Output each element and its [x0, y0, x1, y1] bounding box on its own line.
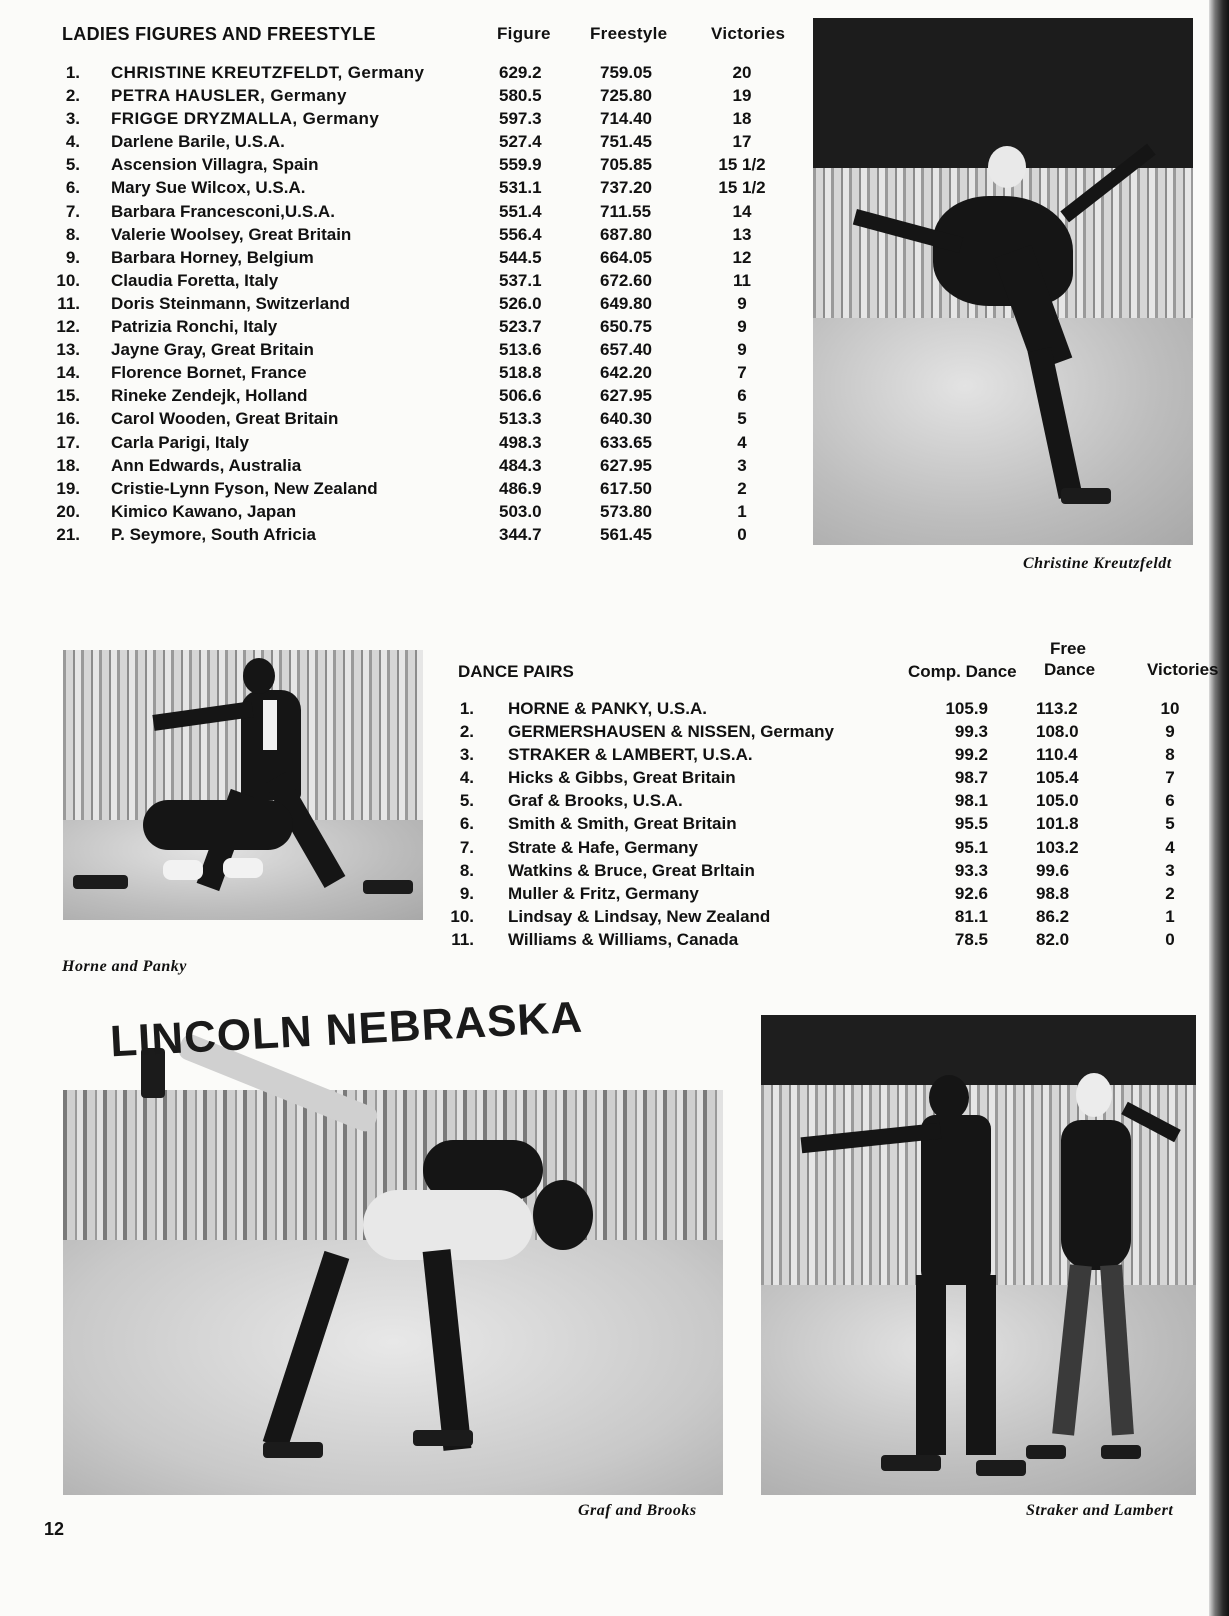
- dance-cell-name: Graf & Brooks, U.S.A.: [508, 791, 683, 811]
- ladies-cell-rank: 21.: [56, 524, 80, 544]
- ladies-cell-victories: 13: [732, 224, 752, 244]
- ladies-cell-rank: 13.: [56, 340, 80, 360]
- dance-cell-victories: 10: [1160, 699, 1180, 718]
- ladies-cell-rank: 10.: [56, 270, 80, 290]
- ladies-cell-figure: 498.3: [499, 432, 542, 452]
- ladies-cell-name: Jayne Gray, Great Britain: [111, 340, 314, 360]
- ladies-table-row: [0, 132, 800, 155]
- dance-cell-free: 103.2: [1036, 837, 1079, 857]
- ladies-table-row: [0, 502, 800, 525]
- dance-header-free-line2: Dance: [1044, 660, 1096, 679]
- dance-cell-free: 108.0: [1036, 722, 1079, 742]
- ladies-cell-freestyle: 642.20: [600, 363, 652, 383]
- dance-cell-name: Strate & Hafe, Germany: [508, 837, 698, 857]
- arena-banner: LINCOLN NEBRASKA: [109, 992, 585, 1067]
- ladies-cell-rank: 3.: [65, 109, 80, 129]
- ladies-cell-figure: 544.5: [499, 247, 542, 267]
- dance-cell-rank: 5.: [459, 791, 474, 811]
- ladies-cell-freestyle: 687.80: [600, 224, 652, 244]
- ladies-cell-figure: 527.4: [499, 132, 542, 152]
- dance-cell-comp: 95.5: [954, 814, 988, 834]
- ladies-header-victories: Victories: [711, 24, 786, 43]
- ladies-cell-rank: 14.: [56, 363, 80, 383]
- ladies-cell-name: Valerie Woolsey, Great Britain: [111, 224, 352, 244]
- ladies-table-row: [0, 456, 800, 479]
- ladies-cell-rank: 17.: [56, 432, 80, 452]
- dance-cell-victories: 9: [1165, 722, 1175, 742]
- ladies-cell-victories: 9: [737, 293, 747, 313]
- dance-cell-victories: 7: [1165, 768, 1175, 788]
- ladies-cell-freestyle: 711.55: [600, 201, 652, 221]
- ladies-cell-figure: 344.7: [499, 524, 542, 544]
- ladies-cell-victories: 5: [737, 409, 747, 429]
- dance-cell-name: Watkins & Bruce, Great Brltain: [508, 860, 755, 880]
- dance-cell-rank: 1.: [459, 699, 474, 718]
- ladies-table-row: [0, 479, 800, 502]
- ladies-cell-freestyle: 714.40: [600, 109, 652, 129]
- ladies-cell-rank: 1.: [65, 63, 80, 82]
- ladies-cell-rank: 12.: [56, 317, 80, 337]
- ladies-table-row: [0, 248, 800, 271]
- dance-cell-free: 98.8: [1036, 883, 1070, 903]
- ladies-cell-figure: 559.9: [499, 155, 542, 175]
- dance-cell-name: Muller & Fritz, Germany: [508, 883, 699, 903]
- dance-cell-comp: 105.9: [945, 699, 988, 718]
- dance-cell-comp: 81.1: [954, 906, 988, 926]
- ladies-cell-victories: 0: [737, 524, 747, 544]
- dance-cell-comp: 95.1: [954, 837, 988, 857]
- dance-cell-free: 110.4: [1036, 745, 1078, 765]
- dance-cell-name: Williams & Williams, Canada: [508, 929, 739, 949]
- dance-cell-comp: 99.2: [954, 745, 988, 765]
- dance-table-row: [0, 768, 1229, 791]
- dance-title: DANCE PAIRS: [458, 662, 574, 681]
- ladies-table-row: [0, 433, 800, 456]
- ladies-table-row: [0, 63, 800, 86]
- ladies-cell-figure: 513.3: [499, 409, 542, 429]
- ladies-cell-name: Kimico Kawano, Japan: [111, 501, 297, 521]
- dance-table-row: [0, 814, 1229, 837]
- ladies-cell-name: Ascension Villagra, Spain: [111, 155, 319, 175]
- dance-cell-victories: 4: [1165, 837, 1175, 857]
- ladies-cell-figure: 486.9: [499, 478, 542, 498]
- dance-cell-free: 101.8: [1036, 814, 1079, 834]
- ladies-cell-rank: 2.: [65, 86, 80, 106]
- dance-cell-rank: 11.: [451, 929, 474, 949]
- ladies-cell-name: Doris Steinmann, Switzerland: [111, 293, 350, 313]
- dance-cell-free: 105.4: [1036, 768, 1079, 788]
- ladies-cell-name: Darlene Barile, U.S.A.: [111, 132, 285, 152]
- dance-cell-victories: 0: [1165, 929, 1175, 949]
- ladies-table-row: [0, 409, 800, 432]
- ladies-cell-figure: 556.4: [499, 224, 542, 244]
- ladies-cell-name: Claudia Foretta, Italy: [111, 270, 279, 290]
- dance-cell-victories: 1: [1165, 906, 1175, 926]
- dance-cell-rank: 9.: [459, 883, 474, 903]
- dance-header-comp-dance: Comp. Dance: [908, 662, 1017, 681]
- caption-graf-and-brooks: Graf and Brooks: [578, 1502, 697, 1519]
- dance-cell-name: Smith & Smith, Great Britain: [508, 814, 737, 834]
- dance-cell-free: 105.0: [1036, 791, 1079, 811]
- dance-cell-victories: 8: [1165, 745, 1175, 765]
- ladies-header-freestyle: Freestyle: [590, 24, 668, 43]
- dance-cell-rank: 8.: [459, 860, 474, 880]
- dance-cell-name: STRAKER & LAMBERT, U.S.A.: [508, 745, 753, 765]
- ladies-cell-figure: 526.0: [499, 293, 542, 313]
- ladies-title: LADIES FIGURES AND FREESTYLE: [62, 24, 376, 44]
- dance-table-row: [0, 838, 1229, 861]
- ladies-cell-figure: 484.3: [499, 455, 542, 475]
- ladies-cell-name: Barbara Francesconi,U.S.A.: [111, 201, 335, 221]
- ladies-cell-name: Ann Edwards, Australia: [111, 455, 302, 475]
- dance-table-row: [0, 745, 1229, 768]
- ladies-cell-rank: 19.: [56, 478, 80, 498]
- ladies-cell-rank: 8.: [65, 224, 80, 244]
- ladies-cell-name: P. Seymore, South Africia: [111, 524, 317, 544]
- ladies-cell-rank: 4.: [65, 132, 80, 152]
- dance-table-row: [0, 930, 1229, 953]
- dance-cell-name: HORNE & PANKY, U.S.A.: [508, 699, 707, 718]
- ladies-cell-figure: 503.0: [499, 501, 542, 521]
- ladies-cell-name: Rineke Zendejk, Holland: [111, 386, 308, 406]
- ladies-cell-figure: 551.4: [499, 201, 542, 221]
- ladies-cell-victories: 20: [732, 63, 752, 82]
- photo-christine-kreutzfeldt: [813, 18, 1193, 545]
- ladies-cell-victories: 7: [737, 363, 747, 383]
- dance-cell-name: Hicks & Gibbs, Great Britain: [508, 768, 736, 788]
- ladies-cell-rank: 11.: [57, 293, 80, 313]
- ladies-cell-freestyle: 561.45: [600, 524, 652, 544]
- dance-cell-rank: 6.: [459, 814, 474, 834]
- ladies-cell-victories: 19: [732, 86, 752, 106]
- dance-cell-name: Lindsay & Lindsay, New Zealand: [508, 906, 771, 926]
- ladies-table: [0, 63, 800, 548]
- ladies-cell-freestyle: 573.80: [600, 501, 652, 521]
- dance-cell-free: 99.6: [1036, 860, 1070, 880]
- dance-cell-free: 86.2: [1036, 906, 1070, 926]
- ladies-cell-freestyle: 617.50: [600, 478, 652, 498]
- ladies-cell-name: Mary Sue Wilcox, U.S.A.: [111, 178, 306, 198]
- ladies-cell-figure: 523.7: [499, 317, 542, 337]
- ladies-cell-name: FRIGGE DRYZMALLA, Germany: [111, 109, 380, 129]
- ladies-table-row: [0, 317, 800, 340]
- ladies-cell-rank: 16.: [56, 409, 80, 429]
- ladies-cell-victories: 18: [732, 109, 752, 129]
- ladies-cell-figure: 506.6: [499, 386, 542, 406]
- ladies-cell-victories: 15 1/2: [718, 155, 766, 175]
- ladies-table-row: [0, 178, 800, 201]
- ladies-table-row: [0, 525, 800, 548]
- ladies-cell-victories: 1: [737, 501, 747, 521]
- dance-cell-victories: 2: [1165, 883, 1175, 903]
- dance-cell-rank: 2.: [459, 722, 474, 742]
- ladies-cell-name: Florence Bornet, France: [111, 363, 307, 383]
- dance-cell-comp: 98.7: [954, 768, 988, 788]
- dance-cell-rank: 10.: [450, 906, 474, 926]
- ladies-cell-rank: 5.: [65, 155, 80, 175]
- ladies-header-figure: Figure: [497, 24, 551, 43]
- ladies-cell-freestyle: 640.30: [600, 409, 652, 429]
- ladies-table-row: [0, 294, 800, 317]
- dance-table-row: [0, 861, 1229, 884]
- dance-table-row: [0, 907, 1229, 930]
- ladies-table-row: [0, 363, 800, 386]
- ladies-cell-freestyle: 650.75: [600, 317, 652, 337]
- ladies-cell-figure: 531.1: [499, 178, 542, 198]
- dance-cell-rank: 3.: [459, 745, 474, 765]
- ladies-cell-victories: 6: [737, 386, 747, 406]
- caption-christine-kreutzfeldt: Christine Kreutzfeldt: [1023, 555, 1172, 572]
- dance-cell-name: GERMERSHAUSEN & NISSEN, Germany: [508, 722, 834, 742]
- ladies-cell-figure: 580.5: [499, 86, 542, 106]
- dance-table: [0, 699, 1229, 953]
- dance-cell-victories: 3: [1165, 860, 1175, 880]
- ladies-cell-name: Carla Parigi, Italy: [111, 432, 249, 452]
- ladies-table-row: [0, 109, 800, 132]
- ladies-cell-freestyle: 705.85: [600, 155, 652, 175]
- ladies-cell-victories: 17: [732, 132, 752, 152]
- ladies-table-row: [0, 340, 800, 363]
- dance-cell-comp: 99.3: [954, 722, 988, 742]
- dance-header-victories: Victories: [1147, 660, 1219, 679]
- page-number: 12: [44, 1519, 65, 1539]
- ladies-cell-name: PETRA HAUSLER, Germany: [111, 86, 347, 106]
- ladies-cell-figure: 513.6: [499, 340, 542, 360]
- ladies-cell-victories: 15 1/2: [718, 178, 766, 198]
- dance-cell-comp: 78.5: [954, 929, 988, 949]
- ladies-cell-victories: 3: [737, 455, 747, 475]
- dance-cell-comp: 98.1: [954, 791, 988, 811]
- ladies-cell-rank: 18.: [56, 455, 80, 475]
- dance-cell-free: 113.2: [1036, 699, 1078, 718]
- ladies-cell-figure: 629.2: [499, 63, 542, 82]
- photo-straker-and-lambert: [761, 1015, 1196, 1495]
- dance-cell-free: 82.0: [1036, 929, 1070, 949]
- ladies-cell-figure: 537.1: [499, 270, 542, 290]
- ladies-cell-rank: 15.: [56, 386, 80, 406]
- ladies-cell-freestyle: 627.95: [600, 386, 652, 406]
- ladies-table-row: [0, 86, 800, 109]
- ladies-cell-victories: 11: [733, 270, 751, 290]
- ladies-cell-freestyle: 759.05: [600, 63, 652, 82]
- ladies-cell-victories: 12: [732, 247, 752, 267]
- ladies-cell-freestyle: 657.40: [600, 340, 652, 360]
- ladies-cell-freestyle: 633.65: [600, 432, 652, 452]
- ladies-cell-rank: 7.: [65, 201, 80, 221]
- ladies-cell-rank: 20.: [56, 501, 80, 521]
- dance-cell-comp: 93.3: [954, 860, 988, 880]
- ladies-cell-name: CHRISTINE KREUTZFELDT, Germany: [111, 63, 425, 82]
- dance-table-row: [0, 699, 1229, 722]
- photo-graf-and-brooks: [63, 1030, 723, 1495]
- dance-table-row: [0, 722, 1229, 745]
- ladies-cell-victories: 14: [732, 201, 752, 221]
- ladies-table-row: [0, 386, 800, 409]
- ladies-cell-freestyle: 664.05: [600, 247, 652, 267]
- dance-table-row: [0, 791, 1229, 814]
- ladies-cell-victories: 9: [737, 340, 747, 360]
- caption-straker-and-lambert: Straker and Lambert: [1026, 1502, 1174, 1519]
- caption-horne-and-panky: Horne and Panky: [62, 958, 187, 975]
- ladies-table-row: [0, 202, 800, 225]
- ladies-cell-name: Cristie-Lynn Fyson, New Zealand: [111, 478, 378, 498]
- ladies-cell-freestyle: 627.95: [600, 455, 652, 475]
- ladies-cell-figure: 597.3: [499, 109, 542, 129]
- ladies-table-row: [0, 225, 800, 248]
- ladies-cell-freestyle: 725.80: [600, 86, 652, 106]
- ladies-cell-freestyle: 649.80: [600, 293, 652, 313]
- dance-cell-rank: 4.: [459, 768, 474, 788]
- ladies-cell-name: Barbara Horney, Belgium: [111, 247, 314, 267]
- ladies-cell-victories: 4: [737, 432, 747, 452]
- dance-table-row: [0, 884, 1229, 907]
- ladies-cell-rank: 6.: [65, 178, 80, 198]
- ladies-cell-freestyle: 751.45: [600, 132, 652, 152]
- ladies-cell-name: Patrizia Ronchi, Italy: [111, 317, 278, 337]
- dance-cell-rank: 7.: [459, 837, 474, 857]
- dance-cell-comp: 92.6: [954, 883, 988, 903]
- ladies-cell-rank: 9.: [65, 247, 80, 267]
- ladies-cell-victories: 2: [737, 478, 747, 498]
- ladies-cell-freestyle: 737.20: [600, 178, 652, 198]
- ladies-cell-victories: 9: [737, 317, 747, 337]
- ladies-table-row: [0, 155, 800, 178]
- ladies-table-row: [0, 271, 800, 294]
- ladies-cell-freestyle: 672.60: [600, 270, 652, 290]
- dance-cell-victories: 6: [1165, 791, 1175, 811]
- dance-header-free-line1: Free: [1050, 639, 1086, 658]
- ladies-cell-name: Carol Wooden, Great Britain: [111, 409, 339, 429]
- dance-cell-victories: 5: [1165, 814, 1175, 834]
- ladies-cell-figure: 518.8: [499, 363, 542, 383]
